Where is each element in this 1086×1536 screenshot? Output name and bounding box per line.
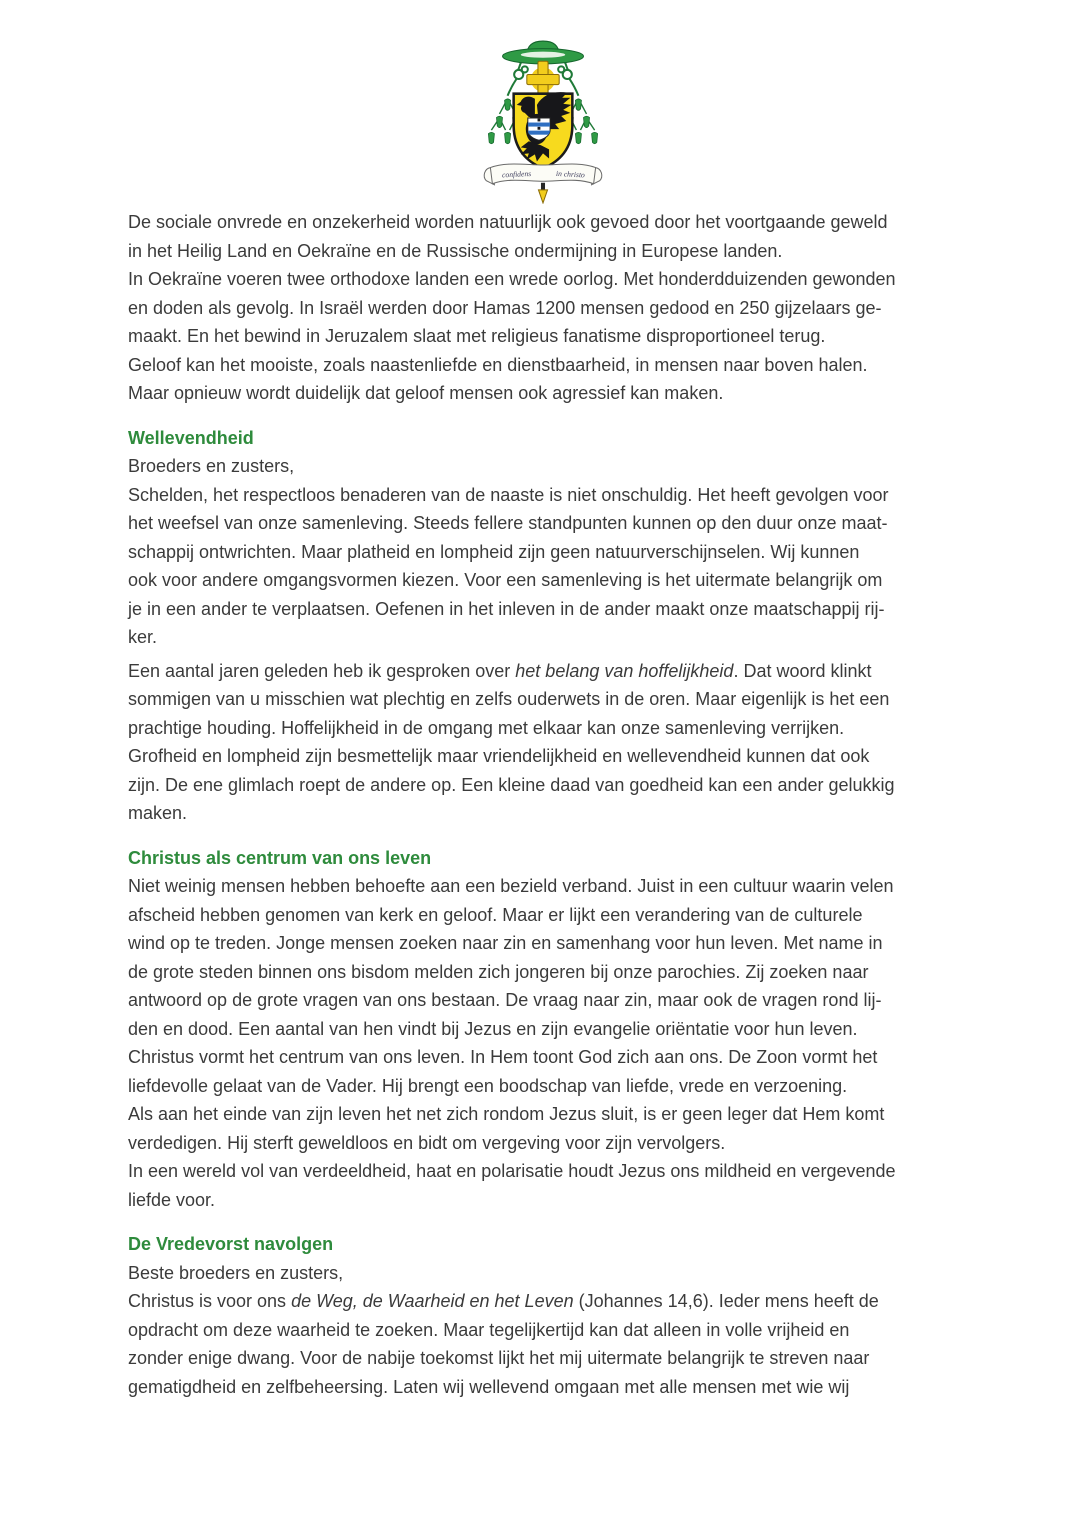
body-text: Niet weinig mensen hebben behoefte aan een bezield verband. Juist in een cultuur waarin velen afscheid hebben genomen van kerk en geloof. Maar er lijkt een verandering van de culturele wind op te treden. Jonge mensen zoeken naar zin en samenhang voor hun leven. Met name in de grote steden binnen ons bisdom melden zich jongeren bij onze parochies. Zij zoeken naar antwoord op de grote vragen van ons bestaan. De vraag naar zin, maar ook de vragen rond lij- den en dood. Een aantal van hen vindt bij Jezus en zijn evangelie oriëntatie voor hun leven. Christus vormt het centrum van ons leven. In Hem toont God zich aan ons. De Zoon vormt het liefdevolle gelaat van de Vader. Hij brengt een boodschap van liefde, vrede en verzoening. Als aan het einde van zijn leven het net zich rondom Jezus sluit, is er geen leger dat Hem komt verdedigen. Hij sterft geweldloos en bidt om vergeving voor zijn vervolgers. In een wereld vol van verdeeldheid, haat en polarisatie houdt Jezus ons mildheid en vergevende liefde voor. xyxy=(128,876,896,1210)
escutcheon xyxy=(528,118,550,140)
motto-text-left: confidens xyxy=(501,168,532,180)
italic-text: de Weg, de Waarheid en het Leven xyxy=(291,1291,574,1311)
body-text: . Dat woord klinkt sommigen van u misschien wat plechtig en zelfs ouderwets in de oren. Maar eigenlijk is het een prachtige houding. Hoffelijkheid in de omgang met elkaar kan onze samenleving verrijken. Grofheid en lompheid zijn besmettelijk maar vriendelijkheid en wellevendheid kunnen dat ook zijn. De ene glimlach roept de andere op. Een kleine daad van goedheid kan een ander gelukkig maken. xyxy=(128,660,895,823)
section-heading: Wellevendheid xyxy=(128,427,254,448)
italic-text: het belang van hoffelijkheid xyxy=(515,660,734,681)
document-body xyxy=(128,208,1008,1406)
body-text: De sociale onvrede en onzekerheid worden natuurlijk ook gevoed door het voortgaande geweld in het Heilig Land en Oekraïne en de Russische ondermijning in Europese landen. In Oekraïne voeren twee orthodoxe landen een wrede oorlog. Met honderdduizenden gewonden en doden als gevolg. In Israël werden door Hamas 1200 mensen gedood en 250 gijzelaars ge- maakt. En het bewind in Jeruzalem slaat met religieus fanatisme disproportioneel terug. Geloof kan het mooiste, zoals naastenliefde en dienstbaarheid, in mensen naar boven halen. Maar opnieuw wordt duidelijk dat geloof mensen ook agressief kan maken. xyxy=(128,212,896,403)
paragraph xyxy=(128,208,1008,408)
bishop-coat-of-arms-icon xyxy=(476,36,610,204)
motto-text-right: in christo xyxy=(555,168,586,180)
paragraph xyxy=(128,1259,1008,1402)
body-text: Beste broeders en zusters, Christus is voor ons xyxy=(128,1262,344,1311)
galero-hat-icon xyxy=(503,41,584,64)
section-heading: Christus als centrum van ons leven xyxy=(128,847,432,868)
body-text: Broeders en zusters, Schelden, het respectloos benaderen van de naaste is niet onschuldig. Het heeft gevolgen voor het weefsel van onze samenleving. Steeds fellere standpunten kunnen op den duur onze maat- schappij ontwrichten. Maar platheid en lompheid zijn geen natuurverschijnselen. Wij kunnen ook voor andere omgangsvormen kiezen. Voor een samenleving is het uitermate belangrijk om je in een ander te verplaatsen. Oefenen in het inleven in de ander maakt onze maatschappij rij- ker. xyxy=(128,456,889,647)
paragraph xyxy=(128,657,1008,828)
staff-tip xyxy=(538,183,547,203)
body-text: (Johannes 14,6). Ieder mens heeft de opdracht om deze waarheid te zoeken. Maar tegelijkertijd kan dat alleen in volle vrijheid en zonder enige dwang. Voor de nabije toekomst lijkt het mij uitermate belangrijk te streven naar gematigdheid en zelfbeheersing. Laten wij wellevend omgaan met alle mensen met wie wij xyxy=(128,1291,879,1397)
body-text: Een aantal jaren geleden heb ik gesproken over xyxy=(128,660,516,681)
paragraph xyxy=(128,872,1008,1214)
motto-banner xyxy=(484,164,602,185)
section-heading: De Vredevorst navolgen xyxy=(128,1234,334,1254)
paragraph xyxy=(128,452,1008,652)
